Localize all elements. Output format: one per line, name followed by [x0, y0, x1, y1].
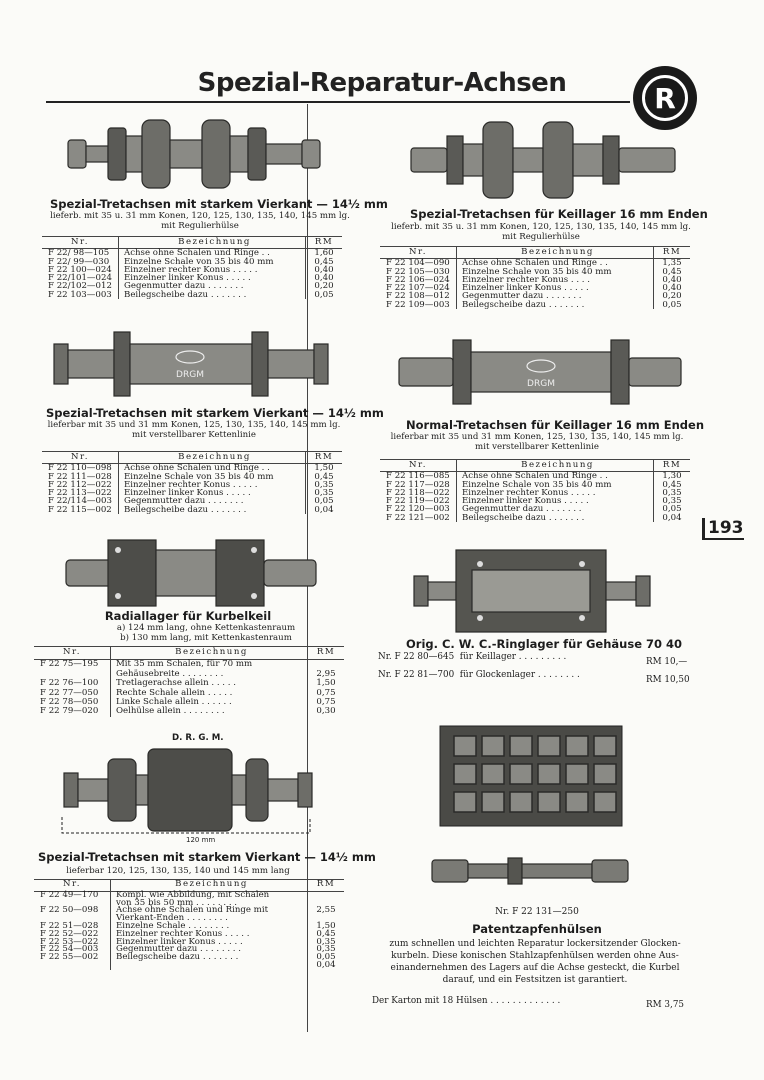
drgm-label: D. R. G. M. [172, 733, 224, 743]
table-row: F 22 113—022 Einzelner linker Konus . . . . . 0,35 [42, 489, 342, 497]
table-row: Vierkant-Enden . . . . . . . . [34, 915, 344, 923]
tretachse-kettenlinie-illustration [50, 330, 335, 400]
col-header-rm: RM [306, 452, 343, 464]
col-header-bezeichnung: Bezeichnung [111, 880, 308, 892]
section-subtitle: b) 130 mm lang, mit Kettenkastenraum [120, 633, 292, 643]
table-row: F 22 104—090 Achse ohne Schalen und Ringe . . 1,35 [380, 259, 690, 268]
description-paragraph: zum schnellen und leichten Reparatur lockersitzender Glocken- kurbeln. Diese konischen Stahlzapfenhülsen werden ohne Aus- einandernehmen des Lagers auf die Achse gesteckt, die Kurbel darauf, und ein Festsitzen ist garantiert. [389, 939, 681, 985]
table-row: F 22 100—024 Einzelner rechter Konus . . . . . 0,40 [42, 266, 342, 274]
dimension-label: 120 mm [186, 836, 216, 844]
table-row: F 22 55—002 Beilegscheibe dazu . . . . . . . 0,05 [34, 954, 344, 962]
col-header-rm: RM [654, 460, 691, 472]
table-row: F 22 50—098 Achse ohne Schalen und Ringe mit 2,55 [34, 907, 344, 915]
patentzapfenhuelse-illustration [430, 852, 634, 892]
parts-table [42, 236, 342, 299]
section-subtitle: mit Regulierhülse [161, 221, 239, 231]
section-subtitle: lieferbar mit 35 und 31 mm Konen, 125, 130, 135, 140, 145 mm lg. [390, 432, 684, 442]
section-title: Spezial-Tretachsen für Keillager 16 mm Enden [410, 207, 708, 221]
section-subtitle: mit verstellbarer Kettenlinie [132, 430, 256, 440]
logo-letter: R [642, 75, 688, 121]
carton-price: RM 3,75 [646, 1000, 685, 1010]
col-header-nr: Nr. [42, 452, 119, 464]
table-row: F 22 78—050 Linke Schale allein . . . . . . 0,75 [34, 698, 344, 707]
ringlager-illustration [410, 548, 654, 634]
table-row: F 22 107—024 Einzelner linker Konus . . . . . 0,40 [380, 284, 690, 292]
order-line: Nr. F 22 81—700 für Glockenlager . . . . . . . . [378, 670, 580, 680]
section-title: Spezial-Tretachsen mit starkem Vierkant — 14½ mm [50, 197, 388, 211]
table-row: von 35 bis 50 mm . . . . . . . . [34, 900, 344, 908]
section-subtitle: lieferbar mit 35 und 31 mm Konen, 125, 130, 135, 140, 145 mm lg. [47, 420, 341, 430]
col-header-rm: RM [306, 237, 343, 249]
parts-table [380, 459, 690, 522]
table-row: F 22 77—050 Rechte Schale allein . . . . . 0,75 [34, 689, 344, 698]
table-row: F 22 115—002 Beilegscheibe dazu . . . . . . . 0,04 [42, 506, 342, 514]
table-row: F 22 105—030 Einzelne Schale von 35 bis 40 mm 0,45 [380, 268, 690, 276]
section-title: Spezial-Tretachsen mit starkem Vierkant — 14½ mm [46, 406, 384, 420]
table-row: F 22 79—020 Oelhülse allein . . . . . . . . 0,30 [34, 707, 344, 716]
drgm-stamp-2: DRGM [527, 379, 555, 389]
col-header-bezeichnung: Bezeichnung [119, 237, 306, 249]
table-row: F 22/102—012 Gegenmutter dazu . . . . . . . 0,20 [42, 282, 342, 290]
section-title: Patentzapfenhülsen [472, 922, 602, 936]
section-title: Orig. C. W. C.-Ringlager für Gehäuse 70 40 [406, 637, 683, 651]
order-number: Nr. F 22 131—250 [495, 907, 579, 917]
header-rule [46, 101, 630, 103]
parts-table [380, 246, 690, 309]
col-header-bezeichnung: Bezeichnung [457, 460, 654, 472]
col-header-bezeichnung: Bezeichnung [119, 452, 306, 464]
parts-table [34, 879, 344, 970]
page-number: 193 [702, 518, 744, 540]
table-row: F 22/ 98—105 Achse ohne Schalen und Ringe . . 1,60 [42, 249, 342, 258]
section-title: Spezial-Tretachsen mit starkem Vierkant — 14½ mm [38, 850, 376, 864]
order-price: RM 10,— [646, 657, 688, 667]
table-row: F 22 116—085 Achse ohne Schalen und Ringe . . 1,30 [380, 472, 690, 481]
col-header-rm: RM [308, 880, 345, 892]
table-row: F 22 121—002 Beilegscheibe dazu . . . . . . . 0,04 [380, 514, 690, 522]
table-row: F 22 54—003 Gegenmutter dazu . . . . . . . . 0,35 [34, 946, 344, 954]
table-row: Gehäusebreite . . . . . . . . 2,95 [34, 670, 344, 679]
col-header-nr: Nr. [42, 237, 119, 249]
table-row: F 22 51—028 Einzelne Schale . . . . . . . . 1,50 [34, 923, 344, 931]
section-subtitle: mit Regulierhülse [502, 232, 580, 242]
parts-table [34, 646, 344, 717]
drgm-stamp-1: DRGM [176, 370, 204, 380]
col-header-bezeichnung: Bezeichnung [111, 647, 308, 660]
section-subtitle: lieferb. mit 35 u. 31 mm Konen, 120, 125, 130, 135, 140, 145 mm lg. [391, 222, 691, 232]
tretachse-vierkant-illustration [60, 110, 330, 202]
table-row: F 22 109—003 Beilegscheibe dazu . . . . . . . 0,05 [380, 301, 690, 309]
table-row: F 22 106—024 Einzelner rechter Konus . . . . 0,40 [380, 276, 690, 284]
table-row: F 22 108—012 Gegenmutter dazu . . . . . . . 0,20 [380, 292, 690, 300]
section-subtitle: lieferb. mit 35 u. 31 mm Konen, 120, 125, 130, 135, 140, 145 mm lg. [50, 211, 350, 221]
page-title: Spezial-Reparatur-Achsen [197, 68, 567, 98]
table-row: 0,04 [34, 962, 344, 970]
section-subtitle: lieferbar 120, 125, 130, 135, 140 und 145 mm lang [66, 866, 290, 876]
col-header-nr: Nr. [34, 647, 111, 660]
table-row: F 22 76—100 Tretlagerachse allein . . . . . 1,50 [34, 679, 344, 688]
normal-tretachse-illustration [395, 336, 685, 408]
table-row: F 22/ 99—030 Einzelne Schale von 35 bis 40 mm 0,45 [42, 258, 342, 266]
table-row: F 22 120—003 Gegenmutter dazu . . . . . . . 0,05 [380, 505, 690, 513]
table-row: F 22 112—022 Einzelner rechter Konus . . . . . 0,35 [42, 481, 342, 489]
col-header-nr: Nr. [380, 460, 457, 472]
tretachse-komplett-illustration [60, 745, 318, 835]
table-row: F 22 49—170 Kompl. wie Abbildung, mit Schalen [34, 891, 344, 899]
table-row: F 22 52—022 Einzelner rechter Konus . . . . . 0,45 [34, 931, 344, 939]
table-row: F 22 111—028 Einzelne Schale von 35 bis 40 mm 0,45 [42, 473, 342, 481]
table-row: F 22 53—022 Einzelner linker Konus . . . . . 0,35 [34, 939, 344, 947]
col-header-nr: Nr. [34, 880, 111, 892]
table-row: F 22/101—024 Einzelner linker Konus . . . . . 0,40 [42, 274, 342, 282]
section-subtitle: a) 124 mm lang, ohne Kettenkastenraum [116, 623, 296, 633]
parts-table [42, 451, 342, 514]
table-row: F 22 118—022 Einzelner rechter Konus . . . . . 0,35 [380, 489, 690, 497]
col-header-nr: Nr. [380, 247, 457, 259]
carton-line: Der Karton mit 18 Hülsen . . . . . . . . . . . . . [372, 996, 561, 1006]
order-line: Nr. F 22 80—645 für Keillager . . . . . . . . . [378, 652, 567, 662]
section-subtitle: mit verstellbarer Kettenlinie [475, 442, 599, 452]
table-row: F 22/114—003 Gegenmutter dazu . . . . . . . 0,05 [42, 497, 342, 505]
table-row: F 22 110—098 Achse ohne Schalen und Ringe . . 1,50 [42, 464, 342, 473]
patentzapfenhuelsen-karton-illustration [436, 718, 628, 828]
section-title: Radiallager für Kurbelkeil [104, 609, 272, 623]
tretachse-keillager-illustration [405, 118, 680, 208]
table-row: F 22 103—003 Beilegscheibe dazu . . . . . . . 0,05 [42, 291, 342, 299]
col-header-bezeichnung: Bezeichnung [457, 247, 654, 259]
section-title: Normal-Tretachsen für Keillager 16 mm Enden [406, 418, 705, 432]
table-row: F 22 119—022 Einzelner linker Konus . . . . . 0,35 [380, 497, 690, 505]
table-row: F 22 75—195 Mit 35 mm Schalen, für 70 mm [34, 660, 344, 670]
radiallager-illustration [62, 538, 320, 608]
order-price: RM 10,50 [646, 675, 690, 685]
col-header-rm: RM [308, 647, 345, 660]
table-row: F 22 117—028 Einzelne Schale von 35 bis 40 mm 0,45 [380, 481, 690, 489]
col-header-rm: RM [654, 247, 691, 259]
